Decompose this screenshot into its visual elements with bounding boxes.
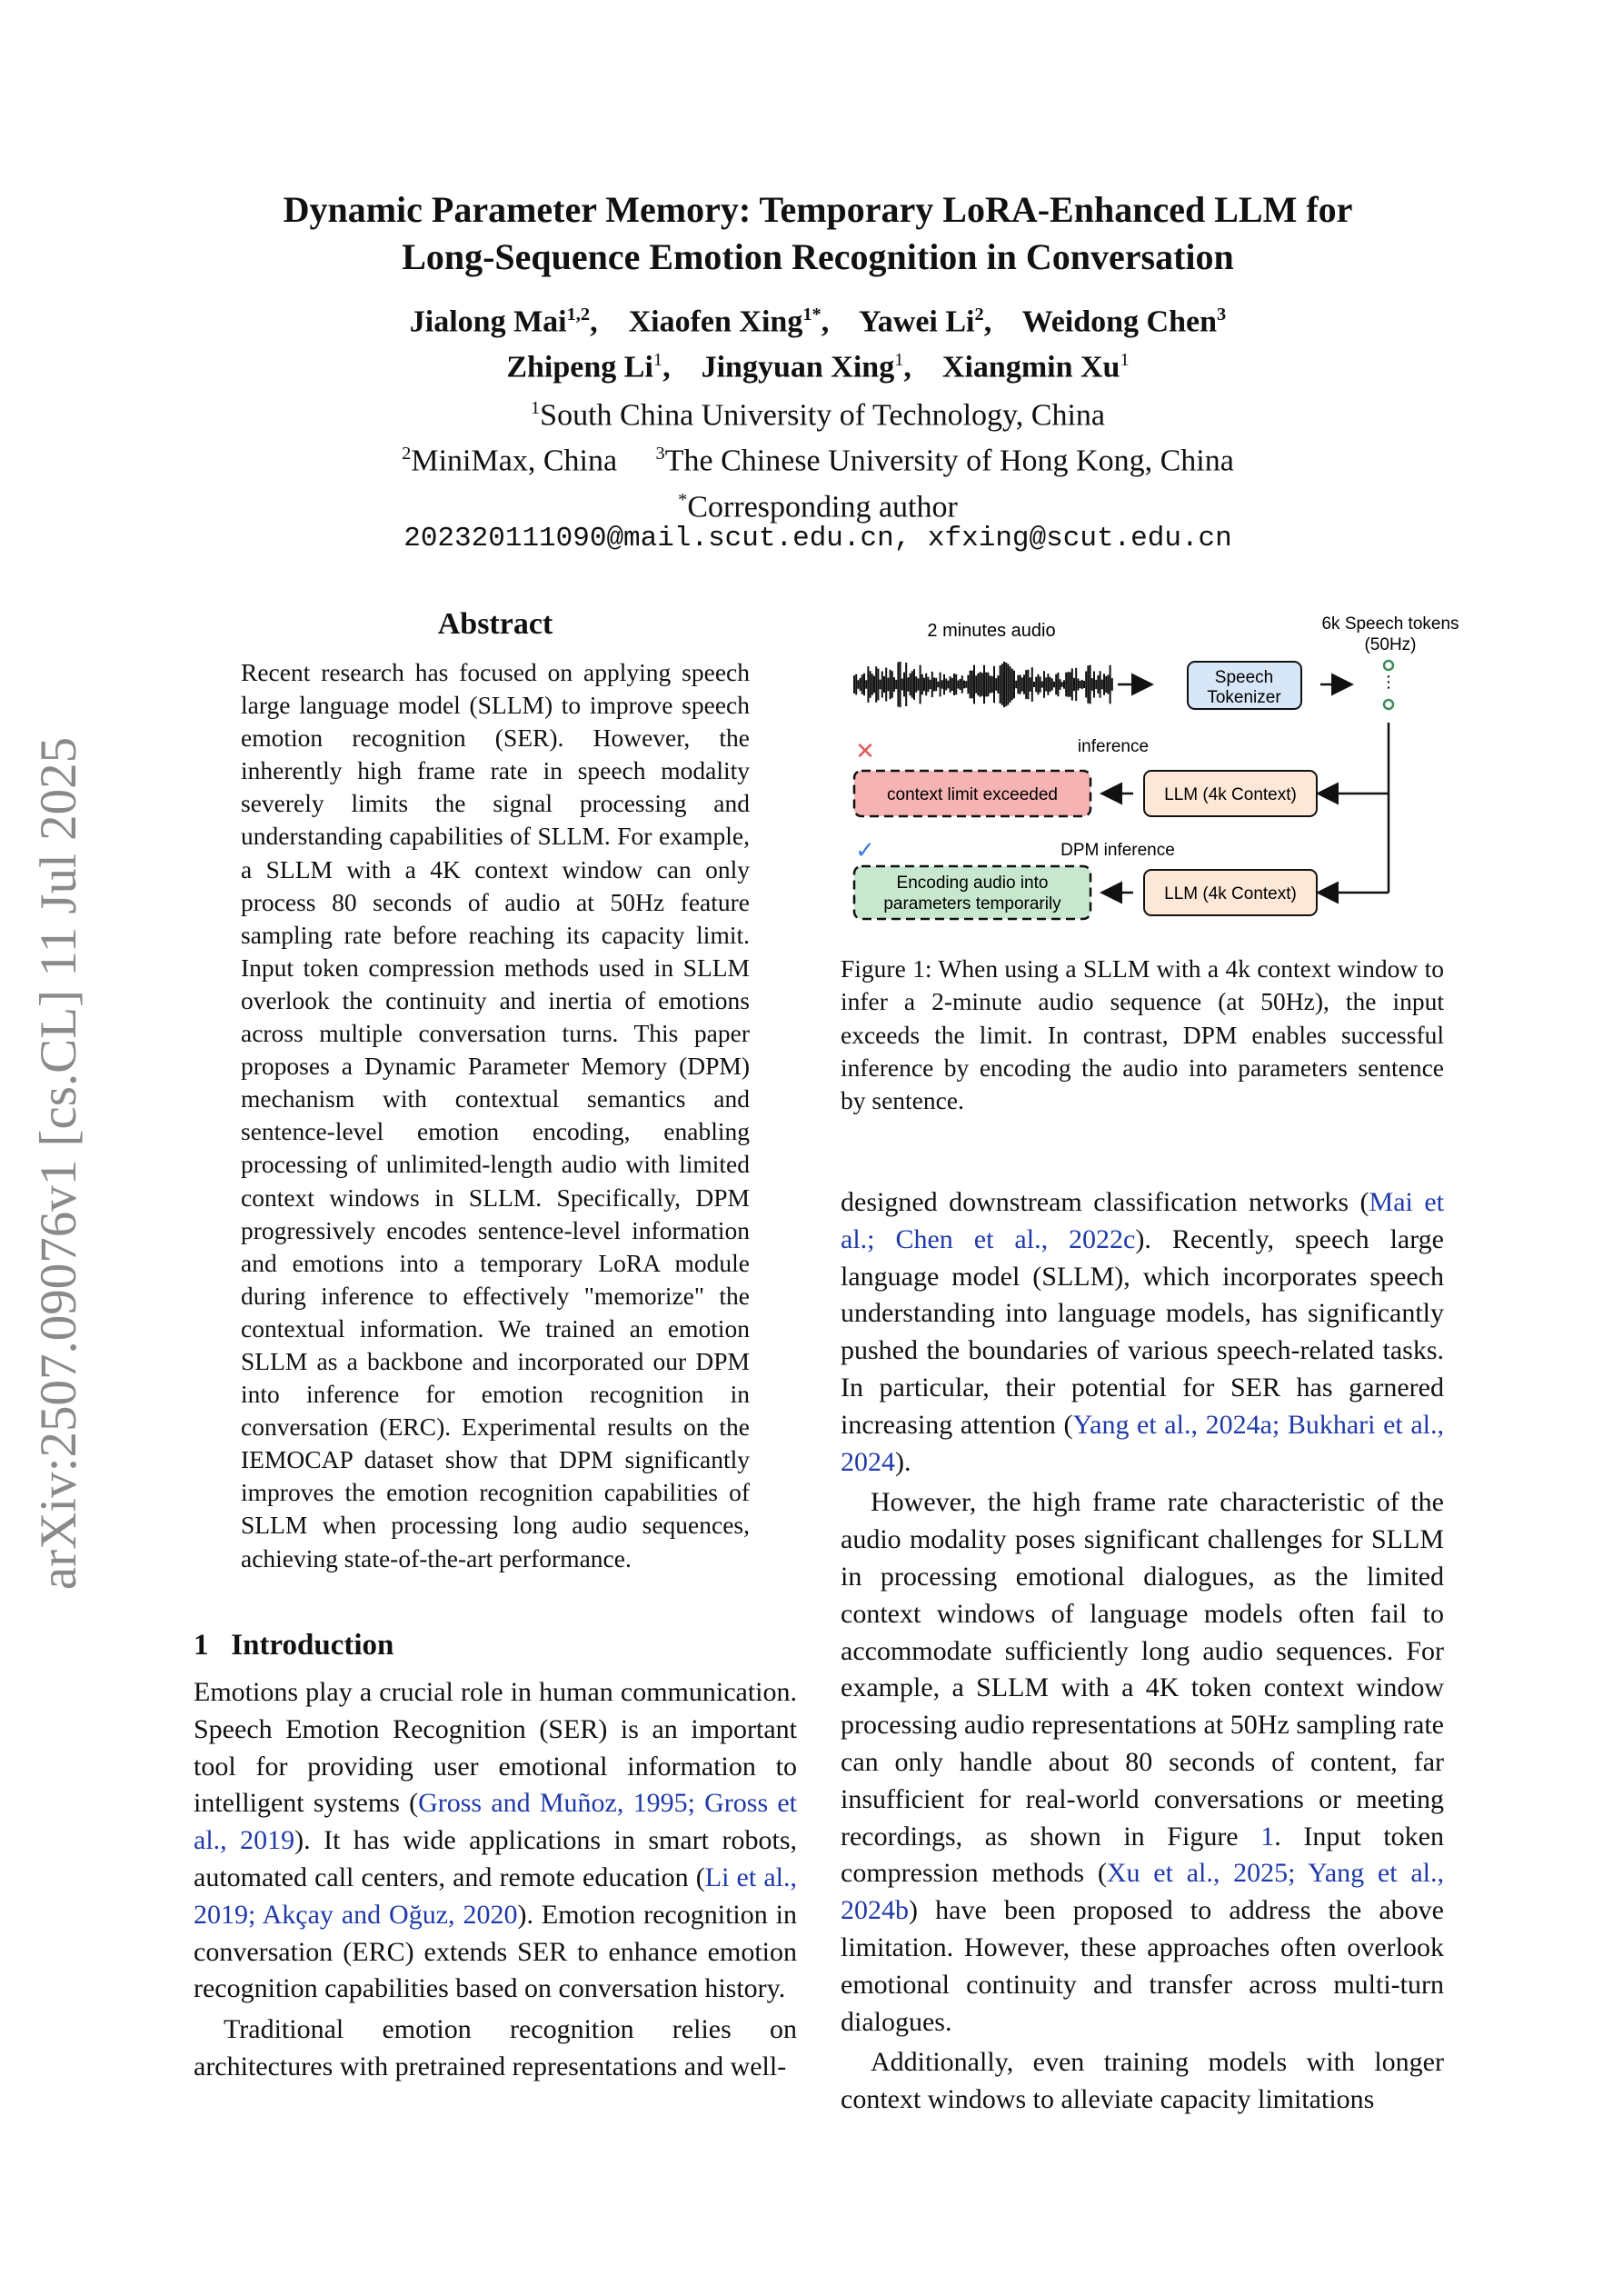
arxiv-id-text: arXiv:2507.09076v1 [cs.CL] 11 Jul 2025	[30, 736, 87, 1591]
intro-paragraph-2: Traditional emotion recognition relies on architectures with pretrained representations and well-	[194, 2014, 797, 2081]
author-name: Xiaofen Xing	[628, 304, 803, 339]
author-name: Jingyuan Xing	[701, 350, 895, 384]
citation-link[interactable]: Chen et al., 2022c	[895, 1223, 1136, 1254]
citation-link[interactable]: Li et al., 2019	[194, 1862, 797, 1930]
encoding-label-1: Encoding audio into	[896, 873, 1049, 893]
citation-link[interactable]: Gross and Muñoz, 1995	[418, 1788, 688, 1819]
author-list: Jialong Mai$^{1,2}$, Xiaofen Xing$^{1*}$, Yawei Li$^2$, Weidong Chen$^3$ Zhipeng Li$^1$, Jingyuan Xing$^1$, Xiangmin Xu$^1$	[409, 304, 1227, 384]
context-exceeded-label: context limit exceeded	[887, 785, 1058, 804]
right-paragraph-3: Additionally, even training models with longer context windows to alleviate capacity limitations	[841, 2047, 1444, 2115]
section-title: Introduction	[231, 1629, 394, 1662]
author-name: Weidong Chen	[1021, 304, 1218, 339]
figure-1	[841, 595, 1477, 959]
encoding-label-2: parameters temporarily	[883, 894, 1061, 913]
inference-label: inference	[1077, 737, 1150, 756]
intro-right-column	[841, 1184, 1444, 2119]
intro-left-column	[194, 1674, 797, 2086]
section-number: 1	[194, 1629, 209, 1662]
cross-icon: ✕	[855, 737, 875, 764]
token-node	[1384, 661, 1393, 670]
figure-diagram	[841, 595, 1477, 959]
affiliations: $^1$South China University of Technology, China $^2$MiniMax, China $^3$The Chinese University of Hong Kong, China *Corresponding author	[402, 398, 1234, 524]
affiliation-3: The Chinese University of Hong Kong, China	[664, 444, 1234, 478]
author-sup: 2	[974, 304, 984, 324]
dpm-inference-label: DPM inference	[1060, 841, 1175, 860]
tokens-label-1: 6k Speech tokens	[1321, 614, 1459, 634]
citation-link[interactable]: Bukhari et al., 2024	[841, 1409, 1445, 1477]
tokenizer-label-1: Speech	[1214, 668, 1274, 687]
email-line[interactable]: 202320111090@mail.scut.edu.cn, xfxing@scut.edu.cn	[403, 523, 1232, 554]
abstract-heading: Abstract	[437, 607, 553, 641]
citation-link[interactable]: Akçay and Oğuz, 2020	[262, 1899, 518, 1930]
ellipsis: ⋮	[1380, 673, 1397, 691]
citation-link[interactable]: Xu et al., 2025	[1106, 1858, 1289, 1889]
citation-link[interactable]: Mai et al.	[841, 1187, 1444, 1254]
corresponding-note: Corresponding author	[687, 489, 958, 524]
author-sup: 1	[1120, 350, 1130, 371]
llm-label-2: LLM (4k Context)	[1164, 884, 1297, 903]
figure-caption: Figure 1: When using a SLLM with a 4k context window to infer a 2-minute audio sequence (at 50Hz), the input exceeds the limit. In contrast, DPM enables successful inference by encoding the audio into parameters sentence by sentence.	[841, 954, 1444, 1115]
author-sup: 1*	[802, 304, 821, 324]
author-name: Zhipeng Li	[506, 350, 653, 384]
figure-ref-link[interactable]: 1	[1260, 1821, 1275, 1852]
author-name: Yawei Li	[858, 304, 975, 339]
section-heading	[194, 1629, 393, 1662]
abstract-body: Recent research has focused on applying speech large language model (SLLM) to improve speech emotion recognition (SER). However, the inherently high frame rate in speech modality severely limits the signal processing and understanding capabilities of SLLM. For example, a SLLM with a 4K context window can only process 80 seconds of audio at 50Hz feature sampling rate before reaching its capacity limit. Input token compression methods used in SLLM overlook the continuity and inertia of emotions across multiple conversation turns. This paper proposes a Dynamic Parameter Memory (DPM) mechanism with contextual semantics and sentence-level emotion encoding, enabling processing of unlimited-length audio with limited context windows in SLLM. Specifically, DPM progressively encodes sentence-level information and emotions into a temporary LoRA module during inference to effectively "memorize" the contextual information. We trained an emotion SLLM as a backbone and incorporated our DPM into inference for emotion recognition in conversation (ERC). Experimental results on the IEMOCAP dataset show that DPM significantly improves the emotion recognition capabilities of SLLM when processing long audio sequences, achieving state-of-the-art performance.	[241, 658, 750, 1572]
arxiv-identifier	[18, 691, 100, 1636]
tokenizer-label-2: Tokenizer	[1207, 688, 1281, 707]
paper-title	[145, 186, 1490, 281]
token-node	[1384, 700, 1393, 709]
tokens-label-2: (50Hz)	[1364, 635, 1417, 654]
check-icon: ✓	[855, 836, 875, 863]
author-sup: 3	[1217, 304, 1227, 324]
author-sup: 1	[894, 350, 904, 371]
intro-paragraph-1: Emotions play a crucial role in human communication. Speech Emotion Recognition (SER) is an important tool for providing user emotional information to intelligent systems (Gross and Muñoz, 1995; Gross et al., 2019). It has wide applications in smart robots, automated call centers, and remote education (Li et al., 2019; Akçay and Oğuz, 2020). Emotion recognition in conversation (ERC) extends SER to enhance emotion recognition capabilities based on conversation history.	[194, 1677, 798, 2004]
right-paragraph-1: designed downstream classification networks (Mai et al.; Chen et al., 2022c). Recently, speech large language model (SLLM), which incorporates speech understanding into language models, has significantly pushed the boundaries of various speech-related tasks. In particular, their potential for SER has garnered increasing attention (Yang et al., 2024a; Bukhari et al., 2024).	[841, 1187, 1445, 1477]
llm-label-1: LLM (4k Context)	[1164, 785, 1297, 804]
audio-label: 2 minutes audio	[927, 621, 1056, 641]
title-line-1: Dynamic Parameter Memory: Temporary LoRA-Enhanced LLM for	[283, 189, 1353, 230]
citation-link[interactable]: Yang et al., 2024a	[1072, 1409, 1272, 1440]
citation-link[interactable]: Gross et al., 2019	[194, 1788, 798, 1856]
title-line-2: Long-Sequence Emotion Recognition in Conversation	[402, 236, 1234, 277]
author-name: Xiangmin Xu	[941, 350, 1120, 384]
affiliation-1: South China University of Technology, China	[540, 398, 1106, 433]
author-sup: 1	[652, 350, 663, 371]
affiliation-2: MiniMax, China	[411, 444, 618, 478]
author-name: Jialong Mai	[409, 304, 567, 339]
author-sup: 1,2	[566, 304, 591, 324]
citation-link[interactable]: Yang et al., 2024b	[841, 1858, 1445, 1926]
right-paragraph-2: However, the high frame rate characteristic of the audio modality poses significant challenges for SLLM in processing emotional dialogues, as the limited context windows of language models often fail to accommodate sufficiently long audio sequences. For example, a SLLM with a 4K token context window processing audio representations at 50Hz sampling rate can only handle about 80 seconds of content, far insufficient for real-world conversations or meeting recordings, as shown in Figure 1. Input token compression methods (Xu et al., 2025; Yang et al., 2024b) have been proposed to address the above limitation. However, these approaches often overlook emotional continuity and transfer across multi-turn dialogues.	[841, 1487, 1445, 2037]
waveform	[854, 662, 1112, 707]
